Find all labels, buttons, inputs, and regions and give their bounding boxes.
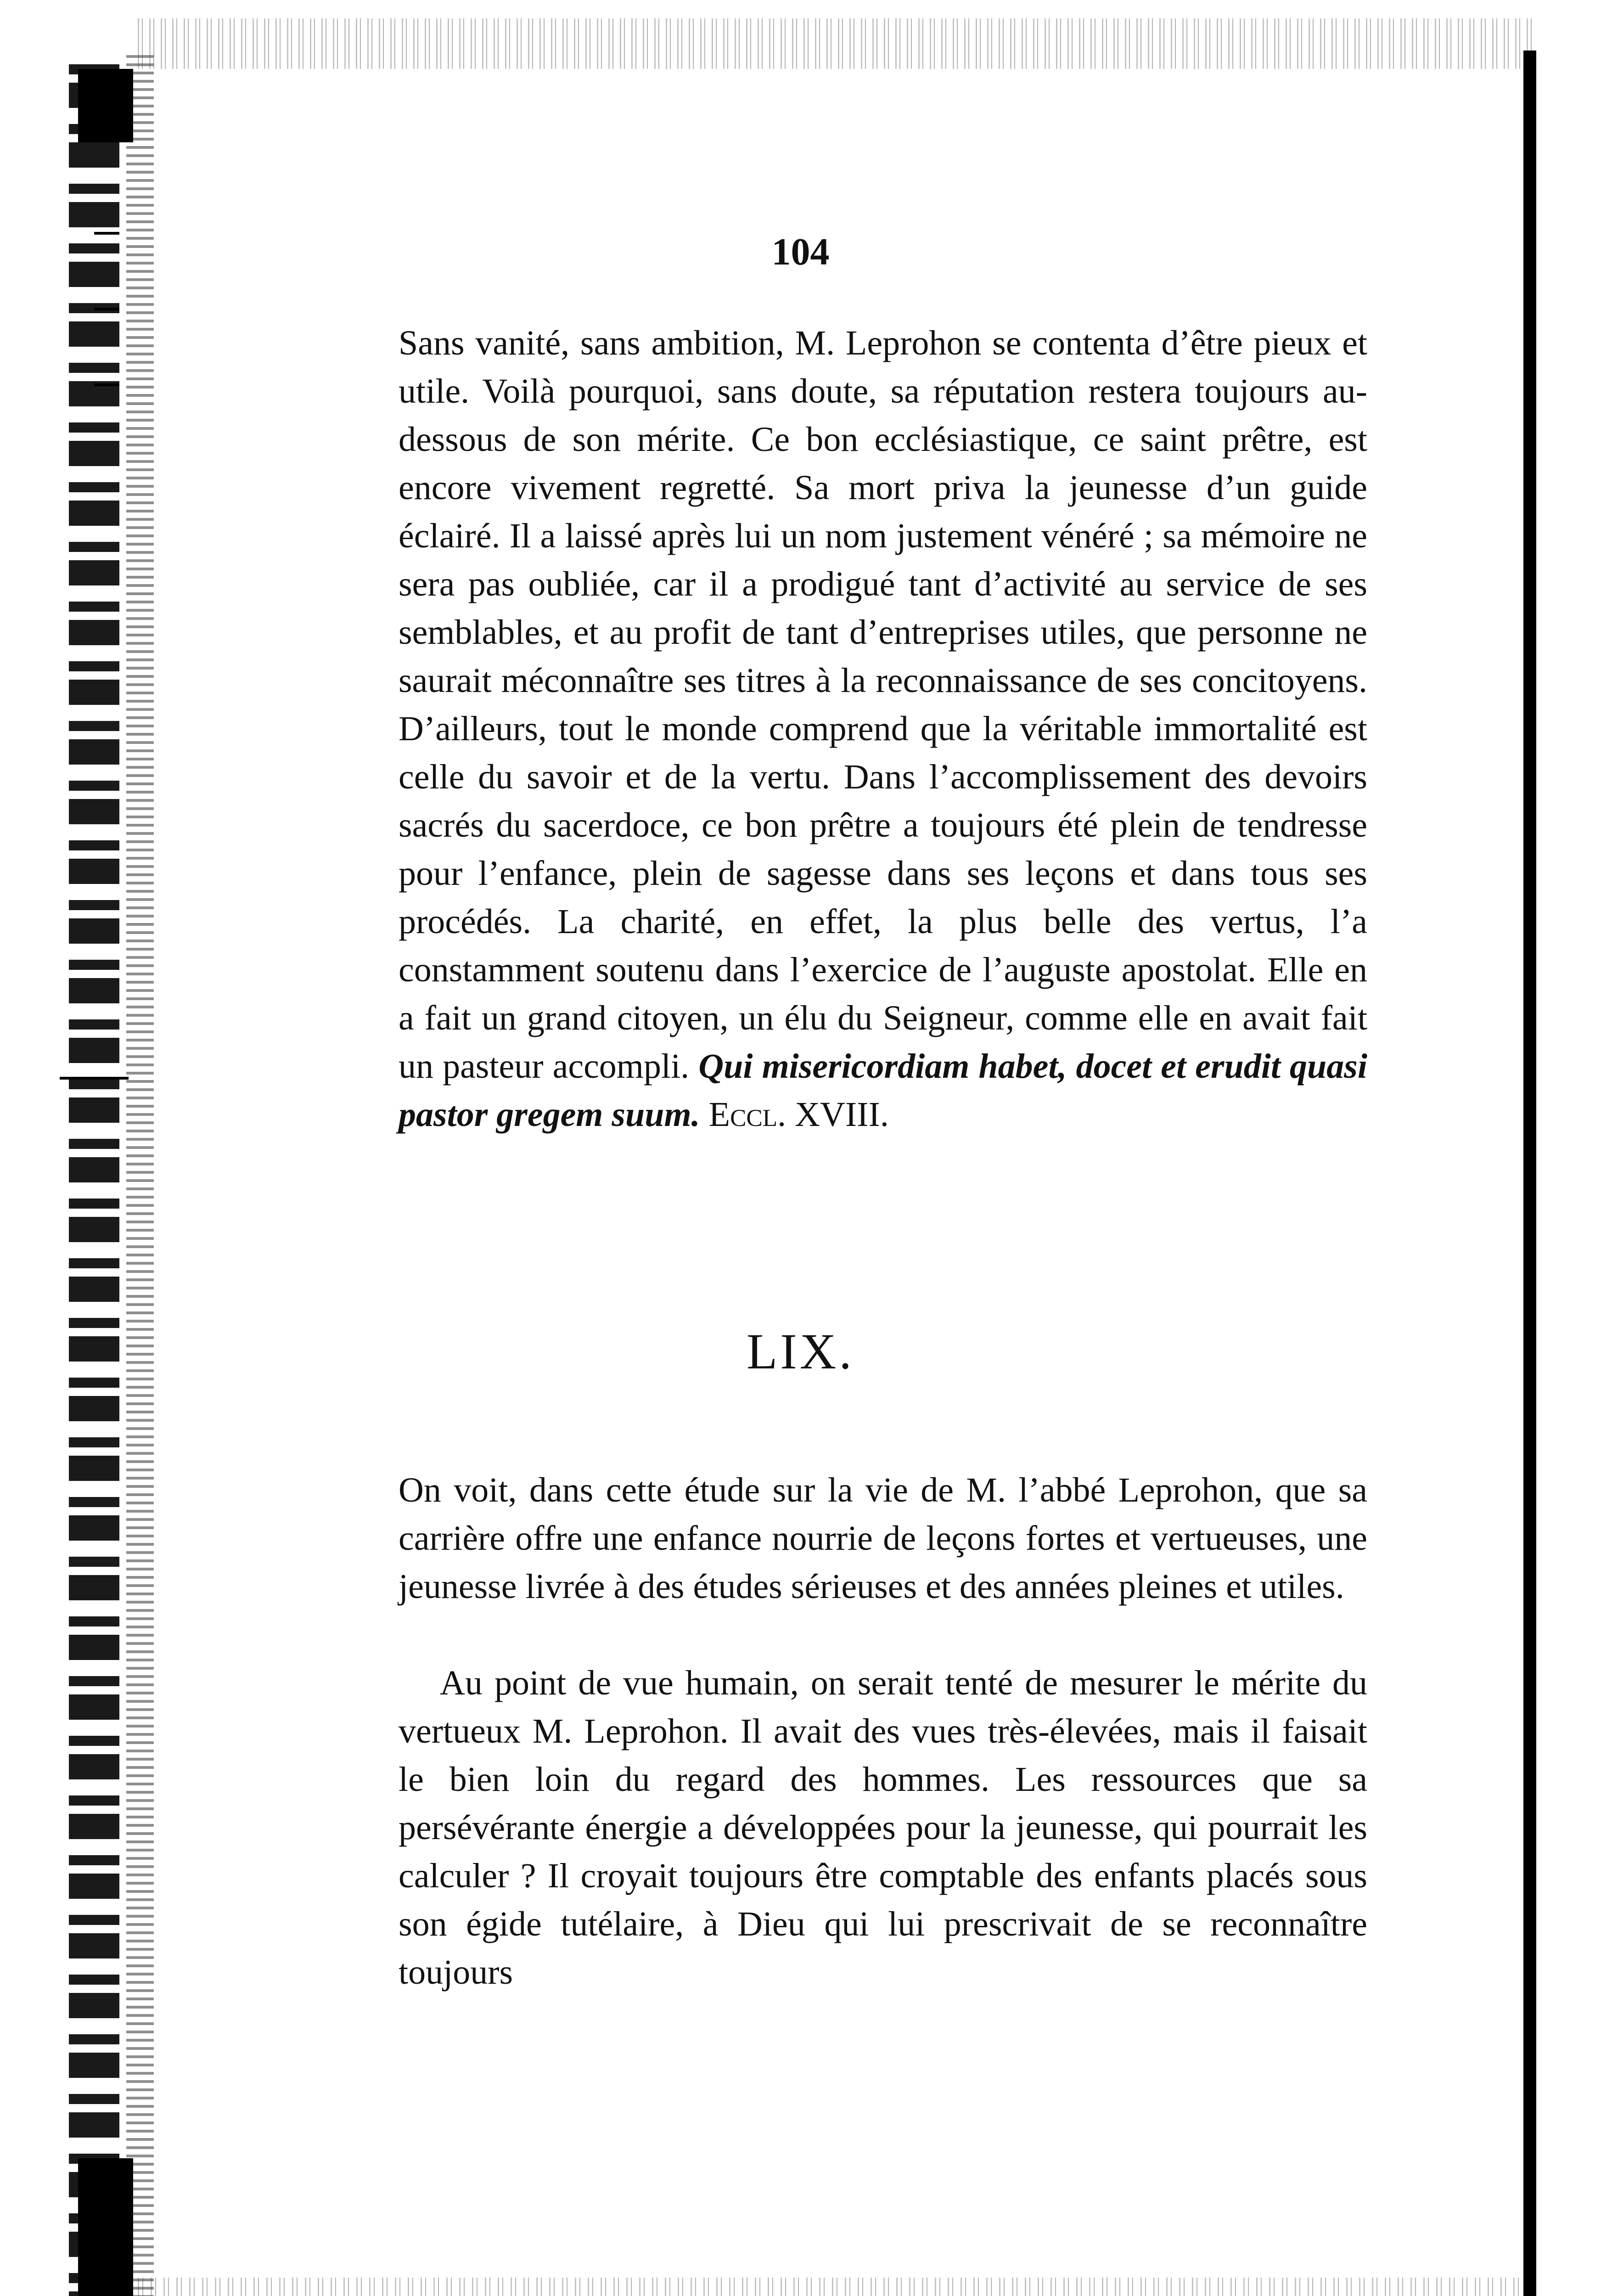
paragraph-2: On voit, dans cette étude sur la vie de M. l’abbé Leprohon, que sa carrière offre une enfance nourrie de leçons fortes et vertueuses, une jeunesse livrée à des études sérieuses et des années pleines et utiles. xyxy=(399,1471,1367,1606)
paragraph-3: Au point de vue humain, on serait tenté de mesurer le mérite du vertueux M. Leprohon. Il avait des vues très-élevées, mais il faisait le bien loin du regard des hommes. Les ressources que sa persévérante énergie a développées pour la jeunesse, qui pourrait les calculer ? Il croyait toujours être comptable des enfants placés sous son égide tutélaire, à Dieu qui lui prescrivait de se reconnaître toujours xyxy=(399,1664,1367,1992)
latin-quote: Qui misericordiam habet, docet et erudit quasi pastor gregem suum. xyxy=(399,1047,1367,1134)
scan-tick-mark xyxy=(94,383,119,386)
scan-left-dark-block xyxy=(78,69,133,142)
scan-tick-mark xyxy=(94,308,119,310)
page-number: 104 xyxy=(771,231,830,273)
paragraph-1 xyxy=(399,319,1367,1139)
scan-left-edge xyxy=(69,64,119,2296)
scan-left-dark-block xyxy=(78,2158,133,2296)
scan-tick-mark xyxy=(60,1077,129,1080)
scripture-reference: Eccl. XVIII. xyxy=(708,1095,889,1134)
scan-bottom-edge xyxy=(138,2278,1538,2296)
scan-right-edge xyxy=(1523,51,1536,2296)
scan-top-edge xyxy=(138,18,1538,69)
paragraph-1-text: Sans vanité, sans ambition, M. Leprohon se contenta d’être pieux et utile. Voilà pourquoi, sans doute, sa réputation restera toujours au-dessous de son mérite. Ce bon ecclésiastique, ce saint prêtre, est encore vivement regretté. Sa mort priva la jeunesse d’un guide éclairé. Il a laissé après lui un nom justement vénéré ; sa mémoire ne sera pas oubliée, car il a prodigué tant d’activité au service de ses semblables, et au profit de tant d’entreprises utiles, que personne ne saurait méconnaître ses titres à la reconnaissance de ses concitoyens. D’ailleurs, tout le monde comprend que la véritable immortalité est celle du savoir et de la vertu. Dans l’accomplissement des devoirs sacrés du sacerdoce, ce bon prêtre a toujours été plein de tendresse pour l’enfance, plein de sagesse dans ses leçons et dans tous ses procédés. La charité, en effet, la plus belle des vertus, l’a constamment soutenu dans l’exercice de l’auguste apostolat. Elle en a fait un grand citoyen, un élu du Seigneur, comme elle en avait fait un pasteur accompli. xyxy=(399,324,1367,1086)
section-heading: LIX. xyxy=(747,1323,854,1379)
scan-left-shadow xyxy=(126,55,154,2296)
